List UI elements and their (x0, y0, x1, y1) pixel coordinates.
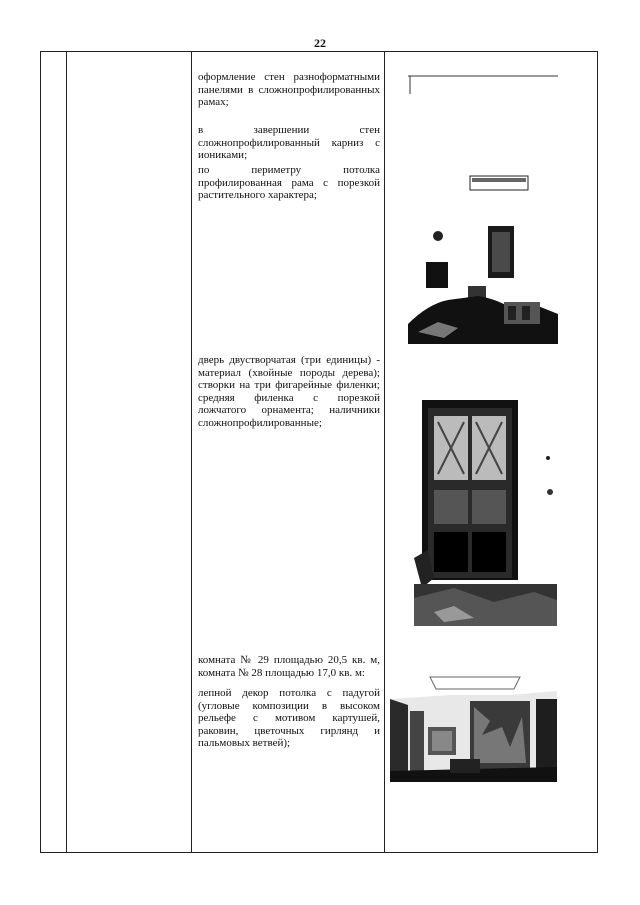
text-door: дверь двустворчатая (три единицы) - материал (хвойные породы дерева); створки на три фигарейные филенки; средняя филенка с порезкой ложчатого орнамента; наличники сложнопрофилированные; (198, 354, 380, 429)
photo-icon (408, 74, 558, 344)
text-walls: оформление стен разноформатными панелями в сложнопрофилированных рамах; (198, 71, 380, 108)
text-ceiling-decor: лепной декор потолка с падугой (угловые композиции в высоком рельефе с мотивом картушей, раковин, цветочных гирлянд и пальмовых ветвей); (198, 687, 380, 749)
photo-icon (390, 671, 557, 782)
column-divider (66, 52, 67, 852)
photo-door (414, 398, 557, 626)
photo-icon (414, 398, 557, 626)
column-divider (191, 52, 192, 852)
column-divider (384, 52, 385, 852)
photo-room-wall (408, 74, 558, 344)
text-ceiling-frame: по периметру потолка профилированная рама с порезкой растительного характера; (198, 164, 380, 201)
page-number: 22 (314, 36, 326, 50)
photo-ceiling (390, 671, 557, 782)
text-cornice: в завершении стен сложнопрофилированный карниз с иониками; (198, 124, 380, 161)
text-rooms: комната № 29 площадью 20,5 кв. м, комната № 28 площадью 17,0 кв. м: (198, 654, 380, 679)
